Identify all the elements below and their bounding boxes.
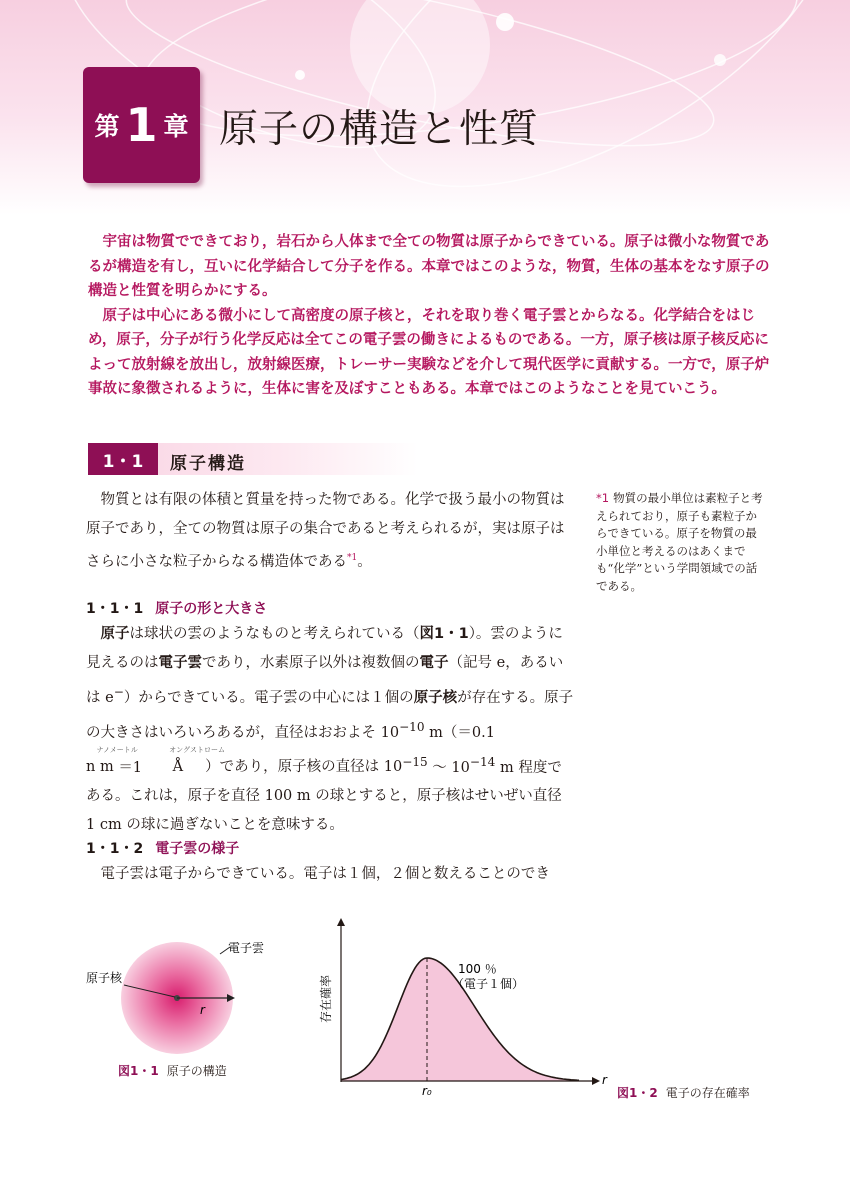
chapter-intro [88,230,770,402]
figure-ref[interactable]: 図1・1 [419,626,469,642]
annotation-electron: （電子１個） [452,977,525,991]
chapter-number: 1 [125,98,158,152]
subsection-number: 1・1・1 [86,601,144,617]
ruby-nanometer: ナノメートル n m [86,746,138,776]
subsection-1-paragraph: 原子は球状の雲のようなものと考えられている（図1・1）。雲のように見えるのは電子雲であり，水素原子以外は複数個の電子（記号 e，あるいは e−）からできている。電子雲の中心には１個の原子核が存在する。原子の大きさはいろいろあるが，直径はおおよそ $10^{-10}$ m（＝0.1 ナノメートル n m ＝1 オングストローム Å ）であり，原子核の直径は $10^{-15}$ ～ $10^{-14}$ m 程度である。これは，原子を直径 100 m の球とすると，原子核はせいぜい直径 1 cm の球に過ぎないことを意味する。 [86,626,574,834]
figure-1-caption: 図1・1 原子の構造 [118,1064,227,1078]
section-title: 原子構造 [170,454,246,474]
x-axis-arrowhead [592,1077,600,1085]
intro-paragraph-1: 宇宙は物質でできており，岩石から人体まで全ての物質は原子からできている。原子は微小な物質であるが構造を有し，互いに化学結合して分子を作る。本章ではこのような，物質，生体の基本をなす原子の構造と性質を明らかにする。 [88,234,770,299]
side-note-text: 物質の最小単位は素粒子と考えられており，原子も素粒子からできている。原子を物質の最小単位と考えるのはあくまでも“化学”という学問領域での話である。 [596,491,763,593]
label-electron-cloud: 電子雲 [228,941,265,955]
subsection-heading-1 [86,598,267,618]
side-note [596,490,768,595]
footnote-ref[interactable]: *1 [347,553,358,563]
intro-paragraph-2: 原子は中心にある微小にして高密度の原子核と，それを取り巻く電子雲とからなる。化学結合をはじめ，原子，分子が行う化学反応は全てこの電子雲の働きによるものである。一方，原子核は原子核反応によって放射線を放出し，放射線医療，トレーサー実験などを介して現代医学に貢献する。一方で，原子炉事故に象徴されるように，生体に害を及ぼすこともある。本章ではこのようなことを見ていこう。 [88,307,770,397]
subsection-title: 電子雲の様子 [155,841,240,857]
label-nucleus: 原子核 [86,971,123,985]
label-r0: r₀ [422,1084,432,1098]
side-note-mark: *1 [596,491,610,505]
annotation-percent: 100 ％ [458,962,497,976]
chapter-suffix: 章 [163,112,189,141]
chapter-title: 原子の構造と性質 [219,107,540,152]
section-intro [86,486,574,577]
subsection-2-paragraph: 電子雲は電子からできている。電子は１個，２個と数えることのでき [100,866,550,882]
chapter-number-box [83,67,200,183]
subsection-heading-2 [86,838,239,858]
section-number: 1・1 [88,443,158,475]
section-intro-paragraph: 物質とは有限の体積と質量を持った物である。化学で扱う最小の物質は原子であり，全ての物質は原子の集合であると考えられるが，実は原子はさらに小さな粒子からなる構造体である$^{*1}$。 [86,492,565,570]
chapter-prefix: 第 [94,112,120,141]
figure-2-caption: 図1・2 電子の存在確率 [617,1086,750,1100]
label-y-axis: 存在確率 [319,974,333,1023]
subsection-title: 原子の形と大きさ [155,601,268,617]
subsection-2-text [86,860,574,889]
label-radius: r [200,1003,205,1017]
y-axis-arrowhead [337,918,345,926]
subsection-1-text [86,620,574,840]
figure-probability-curve [310,915,620,1100]
section-heading [88,443,418,475]
ruby-angstrom: オングストローム Å [169,746,225,776]
subsection-number: 1・1・2 [86,841,144,857]
label-x-axis: r [602,1073,607,1087]
